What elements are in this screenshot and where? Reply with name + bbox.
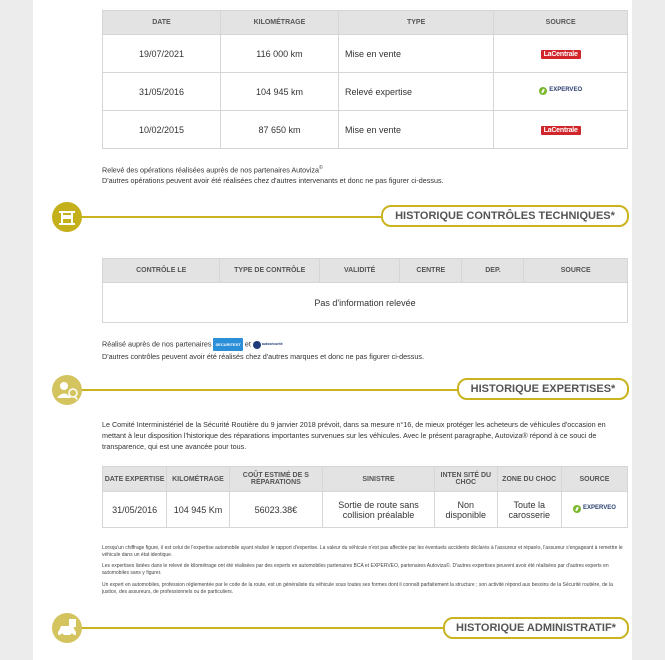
row-zone: Toute la carosserie: [497, 492, 561, 528]
col-sinistre: SINISTRE: [322, 467, 434, 492]
fine-print-2: Les expertises listées dans le relevé de kilométrage ont été réalisées par des experts en automobiles partenaires BCA et EXPERVEO, partenaires Autoviza©. D'autres expertises peuvent avoir été réalisées par d'autres experts en automobiles sans y figurer.: [102, 563, 609, 576]
row-cost: 56023.38€: [229, 492, 322, 528]
row-source: [561, 492, 627, 528]
autosecurite-logo: autosécurité: [253, 339, 283, 350]
col-source: SOURCE: [524, 259, 628, 283]
col-centre: CENTRE: [400, 259, 462, 283]
row-source: [494, 73, 628, 111]
col-source: SOURCE: [494, 11, 628, 35]
row-sinistre: Sortie de route sans collision préalable: [322, 492, 434, 528]
row-km: 104 945 km: [220, 73, 338, 111]
leaf-icon: [539, 87, 547, 95]
col-km: KILOMÉTRAGE: [220, 11, 338, 35]
col-type: TYPE: [338, 11, 493, 35]
controles-note: Réalisé auprès de nos partenaires SECURITEST et autosécurité D'autres contrôles peuvent avoir été réalisés chez d'autres marques et donc ne pas figurer ci-dessus.: [102, 339, 424, 361]
lacentrale-logo: LaCentrale: [541, 126, 581, 135]
section-exp-title: HISTORIQUE EXPERTISES*: [457, 378, 629, 400]
row-source: [494, 35, 628, 73]
row-km: 104 945 Km: [167, 492, 230, 528]
transactions-note: Relevé des opérations réalisées auprès de nos partenaires Autoviza© D'autres opérations peuvent avoir été réalisées chez d'autres intervenants et donc ne pas figurer ci-dessus.: [102, 165, 444, 186]
col-km: KILOMÉTRAGE: [167, 467, 230, 492]
section-admin-title: HISTORIQUE ADMINISTRATIF*: [443, 617, 629, 639]
expertises-table: [102, 466, 628, 528]
section-ct-title: HISTORIQUE CONTRÔLES TECHNIQUES*: [381, 205, 629, 227]
col-validite: VALIDITÉ: [320, 259, 400, 283]
securitest-logo: SECURITEST: [213, 338, 242, 351]
row-intensity: Non disponible: [435, 492, 497, 528]
controles-table: [102, 258, 628, 323]
experveo-logo: EXPERVEO: [539, 87, 582, 95]
report-page: [33, 0, 632, 660]
leaf-icon: [573, 505, 581, 513]
lacentrale-logo: LaCentrale: [541, 50, 581, 59]
col-intensite: INTEN SITÉ DU CHOC: [435, 467, 497, 492]
col-controle: CONTRÔLE LE: [103, 259, 220, 283]
row-type: Mise en vente: [338, 35, 493, 73]
row-km: 116 000 km: [220, 35, 338, 73]
row-date: 19/07/2021: [103, 35, 221, 73]
col-dep: DEP.: [462, 259, 524, 283]
fine-print-3: Un expert en automobiles, profession réglementée par le code de la route, est un généraliste du véhicule sous toutes ses formes dont il connaît parfaitement la structure ; son activité répond aux besoins de la Sécurité routière, de la justice, des assureurs, de professionnels ou de particuliers.: [102, 582, 613, 595]
transactions-table: [102, 10, 628, 149]
col-date-expertise: DATE EXPERTISE: [103, 467, 167, 492]
empty-message: Pas d'information relevée: [103, 283, 628, 323]
row-type: Relevé expertise: [338, 73, 493, 111]
table-row: [103, 73, 628, 111]
col-zone: ZONE DU CHOC: [497, 467, 561, 492]
expert-icon: [52, 375, 82, 405]
table-row: [103, 492, 628, 528]
col-cout: COÛT ESTIMÉ DE S RÉPARATIONS: [229, 467, 322, 492]
row-date: 31/05/2016: [103, 492, 167, 528]
car-lift-icon: [52, 202, 82, 232]
table-row: [103, 111, 628, 149]
row-source: [494, 111, 628, 149]
row-km: 87 650 km: [220, 111, 338, 149]
experveo-logo: EXPERVEO: [573, 505, 616, 513]
row-date: 31/05/2016: [103, 73, 221, 111]
car-document-icon: [52, 613, 82, 643]
col-type-controle: TYPE DE CONTRÔLE: [220, 259, 320, 283]
table-row: [103, 35, 628, 73]
col-source: SOURCE: [561, 467, 627, 492]
row-type: Mise en vente: [338, 111, 493, 149]
row-date: 10/02/2015: [103, 111, 221, 149]
expertises-intro: Le Comité Interministériel de la Sécurité Routière du 9 janvier 2018 prévoit, dans sa mesure n°16, de mieux protéger les acheteurs de véhicules d'occasion en mettant à leur disposition l'historique des réparations importantes survenues sur les véhicules. Avec le présent paragraphe, Autoviza® répond à ce souci de transparence, qui est une avancée pour tous.: [102, 420, 606, 451]
col-date: DATE: [103, 11, 221, 35]
fine-print-1: Lorsqu'un chiffrage figure, il est celui de l'expertise automobile ayant réalisé le rapport d'expertise. La valeur du véhicule n'est pas affectée par les éventuels accidents déclarés à l'assureur et réparés, l'assureur s'engageant à remettre le véhicule dans un état identique.: [102, 545, 623, 558]
